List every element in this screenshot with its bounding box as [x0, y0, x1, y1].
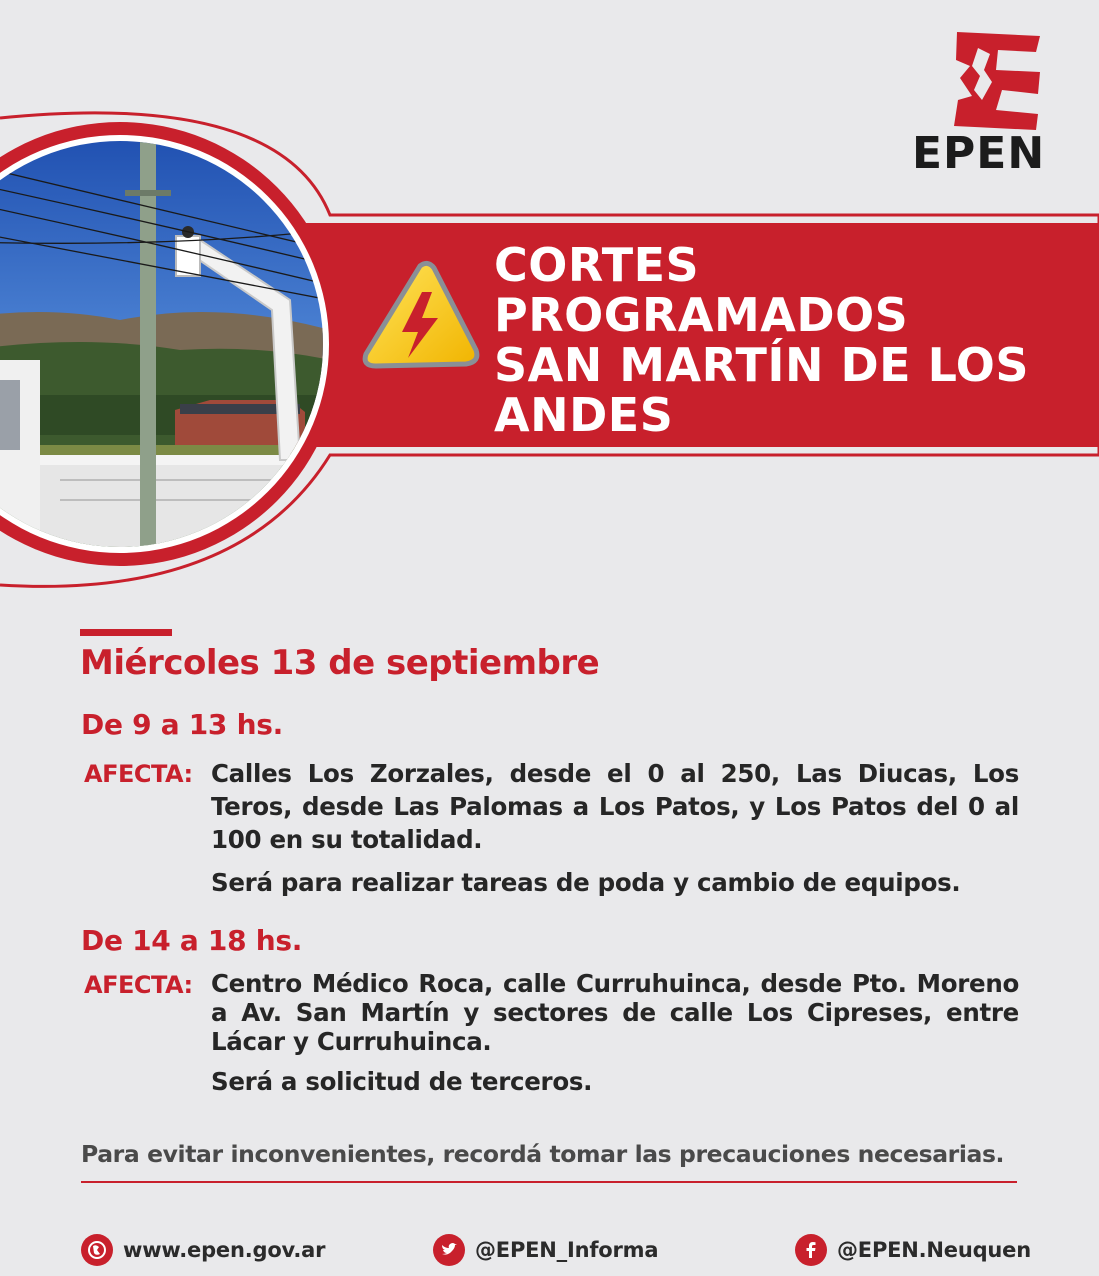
slot-1-affects-label: AFECTA: [84, 760, 193, 788]
facebook-link[interactable] [795, 1234, 1031, 1266]
notice-date: Miércoles 13 de septiembre [80, 643, 600, 683]
slot-1-reason: Será para realizar tareas de poda y cambio de equipos. [211, 868, 961, 897]
page-title [494, 240, 1094, 440]
facebook-label: @EPEN.Neuquen [837, 1238, 1031, 1262]
title-line: ANDES [494, 388, 674, 442]
title-line: SAN MARTÍN DE LOS [494, 338, 1030, 392]
epen-logo [912, 30, 1082, 130]
title-line: PROGRAMADOS [494, 288, 909, 342]
slot-1-affects: Calles Los Zorzales, desde el 0 al 250, Las Diucas, Los Teros, desde Las Palomas a Los Patos, y Los Patos del 0 al 100 en su totalidad. [211, 759, 1019, 854]
accent-bar [80, 629, 172, 636]
slot-2-reason: Será a solicitud de terceros. [211, 1067, 593, 1096]
slot-2-affects-label: AFECTA: [84, 971, 193, 999]
epen-wordmark: EPEN [912, 128, 1046, 179]
footer-divider [81, 1181, 1017, 1183]
slot-2-time: De 14 a 18 hs. [81, 924, 303, 957]
website-label: www.epen.gov.ar [123, 1238, 326, 1262]
website-link[interactable] [81, 1234, 325, 1266]
twitter-icon [433, 1234, 465, 1266]
globe-icon [81, 1234, 113, 1266]
twitter-label: @EPEN_Informa [475, 1238, 659, 1262]
title-line: CORTES [494, 238, 700, 292]
facebook-icon [795, 1234, 827, 1266]
twitter-link[interactable] [433, 1234, 658, 1266]
slot-2-affects: Centro Médico Roca, calle Curruhuinca, desde Pto. Moreno a Av. San Martín y sectores de calle Los Cipreses, entre Lácar y Curruhuinca. [211, 969, 1019, 1056]
footer-note: Para evitar inconvenientes, recordá tomar las precauciones necesarias. [81, 1140, 1005, 1168]
slot-1-time: De 9 a 13 hs. [81, 708, 283, 741]
